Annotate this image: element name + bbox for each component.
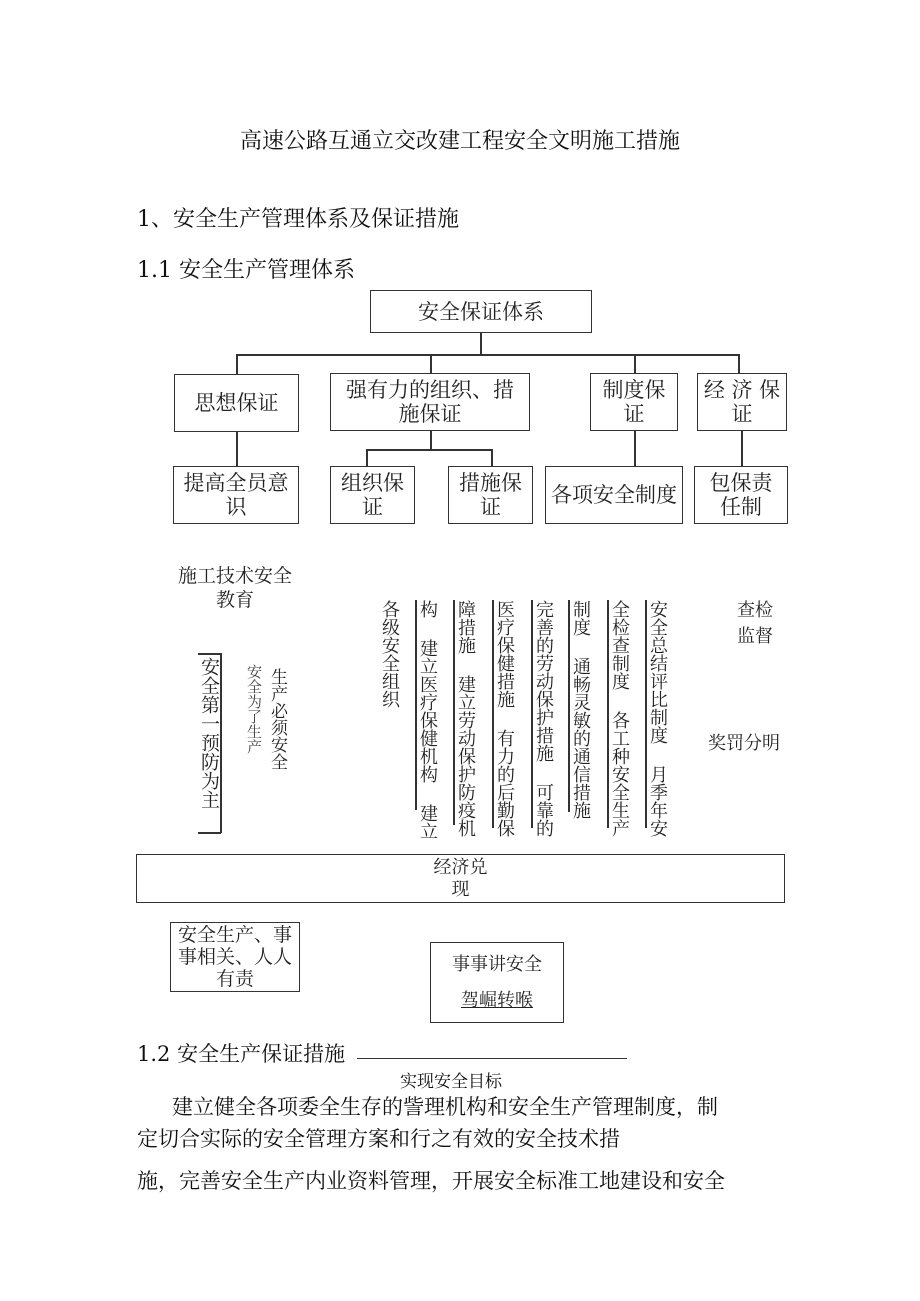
org-l2-label: 经 济 保证: [703, 378, 781, 426]
column-text-5: 完善的劳动保护措施 可靠的: [533, 600, 554, 837]
connector: [741, 431, 743, 466]
document-title: 高速公路互通立交改建工程安全文明施工措施: [239, 129, 680, 154]
connector: [366, 449, 368, 466]
org-root-box: [370, 290, 592, 333]
column-text-2: 构 建立医疗保健机构 建立: [417, 600, 438, 840]
org-l2-box-system: [590, 373, 678, 431]
connector: [480, 333, 482, 355]
section-heading-1-2: 1.2 安全生产保证措施: [137, 1042, 346, 1066]
org-l3-box: [694, 466, 788, 524]
connector: [236, 354, 238, 375]
bracket-line: [220, 653, 222, 833]
column-text-8: 安全总结评比制度 月季年安: [647, 600, 668, 837]
section-heading-1: 1、安全生产管理体系及保证措施: [137, 207, 459, 232]
goal-label: 实现安全目标: [400, 1072, 502, 1092]
paragraph-line-3: 施，完善安全生产内业资料管理，开展安全标准工地建设和安全: [137, 1169, 725, 1193]
org-l2-box-organization: [330, 373, 530, 431]
org-l3-label: 措施保证: [459, 471, 522, 519]
section-heading-1-1: 1.1 安全生产管理体系: [137, 258, 355, 283]
connector: [236, 354, 738, 356]
connector: [738, 354, 740, 373]
column-text-4: 医疗保健措施 有力的后勤保: [494, 600, 515, 837]
org-l3-label: 组织保证: [341, 471, 404, 519]
connector: [430, 431, 432, 450]
underline-rule: [357, 1058, 627, 1059]
column-text-6: 制度 通畅灵敏的通信措施: [570, 600, 591, 819]
org-l3-label: 包保责任制: [709, 471, 773, 519]
org-l2-label: 思想保证: [194, 391, 279, 415]
org-l2-label: 制度保证: [602, 378, 666, 426]
connector: [366, 449, 492, 451]
org-l3-label: 各项安全制度: [551, 483, 677, 507]
org-l3-label: 提高全员意识: [183, 471, 289, 519]
connector: [236, 432, 238, 466]
org-root-label: 安全保证体系: [418, 299, 544, 324]
org-l3-box: [173, 466, 299, 524]
economic-bar-label: 经济兑现: [433, 856, 488, 900]
economic-bar: [136, 854, 785, 903]
paragraph-line-2: 定切合实际的安全管理方案和行之有效的安全技术措: [137, 1127, 620, 1151]
connector: [634, 431, 636, 466]
bracket-line: [198, 832, 221, 834]
column-text-3: 障措施 建立劳动保护防疫机: [455, 600, 476, 837]
bottom-left-box: [170, 922, 300, 992]
org-l3-box: [545, 466, 683, 524]
left-col-b: 安全为了生产: [245, 664, 263, 754]
org-l3-box: [330, 466, 415, 524]
connector: [430, 354, 432, 373]
column-text-1: 各级安全组织: [379, 600, 400, 708]
center-box: [430, 942, 564, 1023]
bracket-line: [198, 653, 220, 655]
paragraph-line-1: 建立健全各项委全生存的訾理机构和安全生产管理制度，制: [172, 1095, 718, 1119]
connector: [491, 449, 493, 466]
right-bottom-label: 奖罚分明: [708, 733, 780, 754]
column-text-7: 全检查制度 各工种安全生产: [609, 600, 630, 837]
org-l3-box: [448, 466, 533, 524]
left-box-text: 安全第一预防为主: [198, 657, 220, 809]
left-col-a: 生产必须安全: [267, 668, 287, 770]
top-left-label: 施工技术安全教育: [177, 565, 292, 611]
bottom-left-box-label: 安全生产、事事相关、人人有责: [177, 924, 292, 990]
right-top-label: 查检监督: [737, 600, 773, 647]
center-box-bottom: 驾崛转喉: [461, 989, 533, 1011]
org-l2-box-economy: [697, 373, 787, 431]
org-l2-box-thought: [174, 374, 299, 432]
org-l2-label: 强有力的组织、措施保证: [346, 378, 514, 426]
connector: [634, 354, 636, 373]
center-box-top: 事事讲安全: [452, 953, 542, 975]
